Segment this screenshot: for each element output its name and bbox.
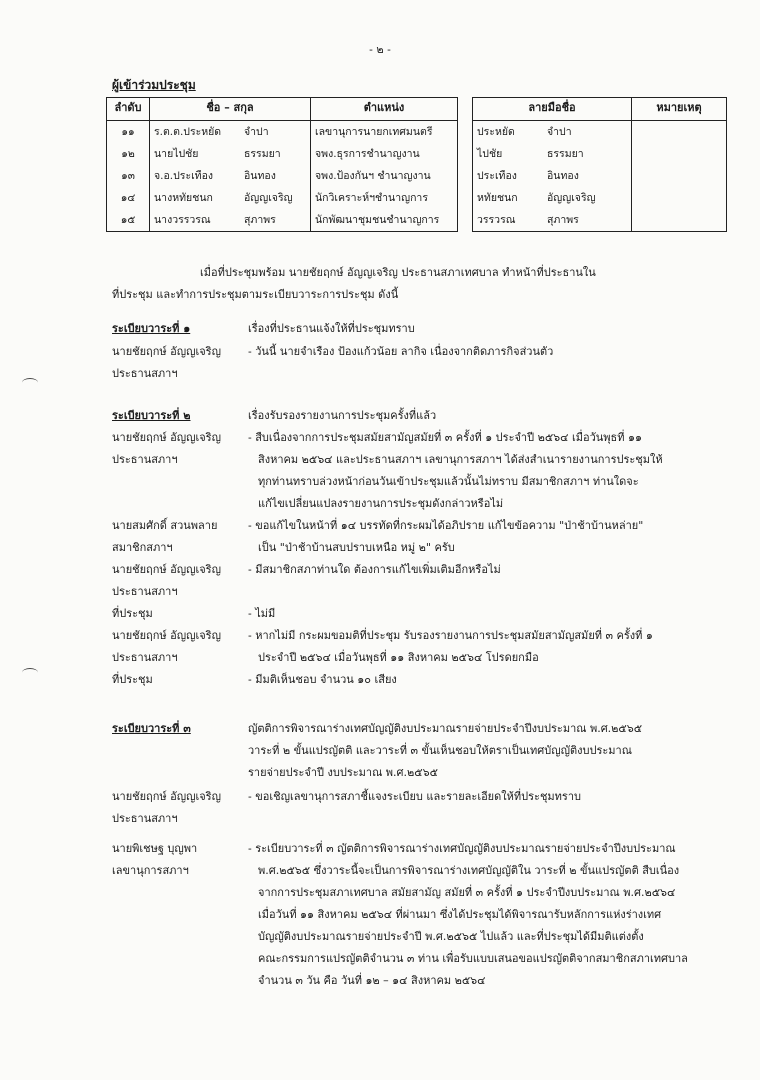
cell-name: นายไปชัย ธรรมยา xyxy=(150,143,311,165)
cell-position: เลขานุการนายกเทศมนตรี xyxy=(311,121,458,144)
table-row xyxy=(107,143,727,165)
table-gap xyxy=(458,121,473,144)
table-gap xyxy=(458,98,473,121)
attendees-title: ผู้เข้าร่วมประชุม xyxy=(112,78,196,92)
header-position: ตำแหน่ง xyxy=(311,98,458,121)
agenda3-heading: ระเบียบวาระที่ ๓ xyxy=(112,722,191,735)
cell-signature: ไปชัย ธรรมยา xyxy=(473,143,632,165)
table-gap xyxy=(458,209,473,232)
agenda1-text: - วันนี้ นายจำเรือง ป้องแก้วน้อย ลากิจ เนื่องจากติดภารกิจส่วนตัว xyxy=(248,345,554,358)
table-row xyxy=(107,209,727,232)
cell-no: ๑๕ xyxy=(107,209,150,232)
opening-line-1: เมื่อที่ประชุมพร้อม นายชัยฤกษ์ อัญญเจริญ ประธานสภาเทศบาล ทำหน้าที่ประธานใน xyxy=(200,266,596,279)
header-name: ชื่อ – สกุล xyxy=(150,98,311,121)
table-gap xyxy=(458,165,473,187)
cell-no: ๑๓ xyxy=(107,165,150,187)
statement-line: - สืบเนื่องจากการประชุมสมัยสามัญสมัยที่ ๓ ครั้งที่ ๑ ประจำปี ๒๕๖๔ เมื่อวันพุธที่ ๑๑ xyxy=(248,431,642,444)
cell-signature: หทัยชนก อัญญเจริญ xyxy=(473,187,632,209)
cell-name: ร.ต.ต.ประหยัด จำปา xyxy=(150,121,311,144)
speaker-name: นายสมศักดิ์ สวนพลาย xyxy=(112,519,218,532)
cell-position: จพง.ธุรการชำนาญงาน xyxy=(311,143,458,165)
statement-line: - หากไม่มี กระผมขอมติที่ประชุม รับรองรายงานการประชุมสมัยสามัญสมัยที่ ๓ ครั้งที่ ๑ xyxy=(248,629,653,642)
agenda1-heading: ระเบียบวาระที่ ๑ xyxy=(112,322,191,335)
agenda1-topic: เรื่องที่ประธานแจ้งให้ที่ประชุมทราบ xyxy=(248,322,415,335)
agenda2-topic: เรื่องรับรองรายงานการประชุมครั้งที่แล้ว xyxy=(248,409,437,422)
statement-line: บัญญัติงบประมาณรายจ่ายประจำปี พ.ศ.๒๕๖๕ ไปแล้ว และที่ประชุมได้มีมติแต่งตั้ง xyxy=(258,930,644,943)
cell-position: นักวิเคราะห์ฯชำนาญการ xyxy=(311,187,458,209)
agenda1-speaker: นายชัยฤกษ์ อัญญเจริญ xyxy=(112,345,221,358)
cell-name: นางหทัยชนก อัญญเจริญ xyxy=(150,187,311,209)
statement-line: ทุกท่านทราบล่วงหน้าก่อนวันเข้าประชุมแล้วนั้นไม่ทราบ มีสมาชิกสภาฯ ท่านใดจะ xyxy=(258,475,639,488)
attendees-table xyxy=(106,97,727,232)
agenda3-topic-2: วาระที่ ๒ ขั้นแปรญัตติ และวาระที่ ๓ ขั้นเห็นชอบให้ตราเป็นเทศบัญญัติงบประมาณ xyxy=(248,744,632,757)
cell-no: ๑๒ xyxy=(107,143,150,165)
cell-note xyxy=(632,165,727,187)
speaker-role: ประธานสภาฯ xyxy=(112,812,178,825)
header-no: ลำดับ xyxy=(107,98,150,121)
cell-note xyxy=(632,143,727,165)
header-signature: ลายมือชื่อ xyxy=(473,98,632,121)
cell-position: นักพัฒนาชุมชนชำนาญการ xyxy=(311,209,458,232)
cell-name: นางวรรวรณ สุภาพร xyxy=(150,209,311,232)
agenda1-role: ประธานสภาฯ xyxy=(112,367,178,380)
statement-line: - ระเบียบวาระที่ ๓ ญัตติการพิจารณาร่างเทศบัญญัติงบประมาณรายจ่ายประจำปีงบประมาณ xyxy=(248,842,676,855)
header-note: หมายเหตุ xyxy=(632,98,727,121)
agenda2-heading: ระเบียบวาระที่ ๒ xyxy=(112,409,191,422)
table-row xyxy=(107,121,727,144)
speaker-role: ประธานสภาฯ xyxy=(112,453,178,466)
speaker-role: เลขานุการสภาฯ xyxy=(112,864,189,877)
speaker-name: นายชัยฤกษ์ อัญญเจริญ xyxy=(112,790,221,803)
statement-line: พ.ศ.๒๕๖๕ ซึ่งวาระนี้จะเป็นการพิจารณาร่างเทศบัญญัติใน วาระที่ ๒ ขั้นแปรญัตติ สืบเนื่อง xyxy=(258,864,680,877)
speaker-name: นายพิเชษฐ บุญพา xyxy=(112,842,198,855)
speaker-name: ที่ประชุม xyxy=(112,673,153,686)
statement-line: สิงหาคม ๒๕๖๔ และประธานสภาฯ เลขานุการสภาฯ ได้ส่งสำเนารายงานการประชุมให้ xyxy=(258,453,663,466)
table-gap xyxy=(458,143,473,165)
statement-line: ประจำปี ๒๕๖๔ เมื่อวันพุธที่ ๑๑ สิงหาคม ๒๕๖๔ โปรดยกมือ xyxy=(258,651,539,664)
statement-line: จำนวน ๓ วัน คือ วันที่ ๑๒ – ๑๔ สิงหาคม ๒๕๖๔ xyxy=(258,974,486,987)
cell-no: ๑๔ xyxy=(107,187,150,209)
cell-signature: วรรวรณ สุภาพร xyxy=(473,209,632,232)
punch-hole-mark xyxy=(22,378,38,387)
cell-no: ๑๑ xyxy=(107,121,150,144)
cell-note xyxy=(632,121,727,144)
statement-line: - ไม่มี xyxy=(248,607,276,620)
agenda3-topic-1: ญัตติการพิจารณาร่างเทศบัญญัติงบประมาณรายจ่ายประจำปีงบประมาณ พ.ศ.๒๕๖๕ xyxy=(248,722,643,735)
agenda3-topic-3: รายจ่ายประจำปี งบประมาณ พ.ศ.๒๕๖๕ xyxy=(248,766,438,779)
cell-signature: ประหยัด จำปา xyxy=(473,121,632,144)
statement-line: จากการประชุมสภาเทศบาล สมัยสามัญ สมัยที่ ๓ ครั้งที่ ๑ ประจำปีงบประมาณ พ.ศ.๒๕๖๔ xyxy=(258,886,676,899)
cell-name: จ.อ.ประเทือง อินทอง xyxy=(150,165,311,187)
table-row xyxy=(107,187,727,209)
statement-line: - มีมติเห็นชอบ จำนวน ๑๐ เสียง xyxy=(248,673,397,686)
speaker-name: นายชัยฤกษ์ อัญญเจริญ xyxy=(112,629,221,642)
table-row xyxy=(107,165,727,187)
cell-note xyxy=(632,187,727,209)
cell-position: จพง.ป้องกันฯ ชำนาญงาน xyxy=(311,165,458,187)
speaker-name: นายชัยฤกษ์ อัญญเจริญ xyxy=(112,431,221,444)
speaker-role: ประธานสภาฯ xyxy=(112,651,178,664)
table-gap xyxy=(458,187,473,209)
statement-line: - ขอแก้ไขในหน้าที่ ๑๔ บรรทัดที่กระผมได้อภิปราย แก้ไขข้อความ "ป่าช้าบ้านหล่าย" xyxy=(248,519,644,532)
opening-line-2: ที่ประชุม และทำการประชุมตามระเบียบวาระการประชุม ดังนี้ xyxy=(112,288,399,301)
statement-line: เป็น "ป่าช้าบ้านสบปราบเหนือ หมู่ ๒" ครับ xyxy=(258,541,455,554)
speaker-name: ที่ประชุม xyxy=(112,607,153,620)
cell-note xyxy=(632,209,727,232)
statement-line: คณะกรรมการแปรญัตติจำนวน ๓ ท่าน เพื่อรับแบบเสนอขอแปรญัตติจากสมาชิกสภาเทศบาล xyxy=(258,952,688,965)
punch-hole-mark xyxy=(22,668,38,677)
statement-line: แก้ไขเปลี่ยนแปลงรายงานการประชุมดังกล่าวหรือไม่ xyxy=(258,497,504,510)
statement-line: - มีสมาชิกสภาท่านใด ต้องการแก้ไขเพิ่มเติมอีกหรือไม่ xyxy=(248,563,501,576)
statement-line: เมื่อวันที่ ๑๑ สิงหาคม ๒๕๖๔ ที่ผ่านมา ซึ่งได้ประชุมได้พิจารณารับหลักการแห่งร่างเทศ xyxy=(258,908,662,921)
speaker-role: ประธานสภาฯ xyxy=(112,585,178,598)
page-number: - ๒ - xyxy=(369,43,391,56)
speaker-role: สมาชิกสภาฯ xyxy=(112,541,173,554)
statement-line: - ขอเชิญเลขานุการสภาชี้แจงระเบียบ และรายละเอียดให้ที่ประชุมทราบ xyxy=(248,790,581,803)
speaker-name: นายชัยฤกษ์ อัญญเจริญ xyxy=(112,563,221,576)
cell-signature: ประเทือง อินทอง xyxy=(473,165,632,187)
